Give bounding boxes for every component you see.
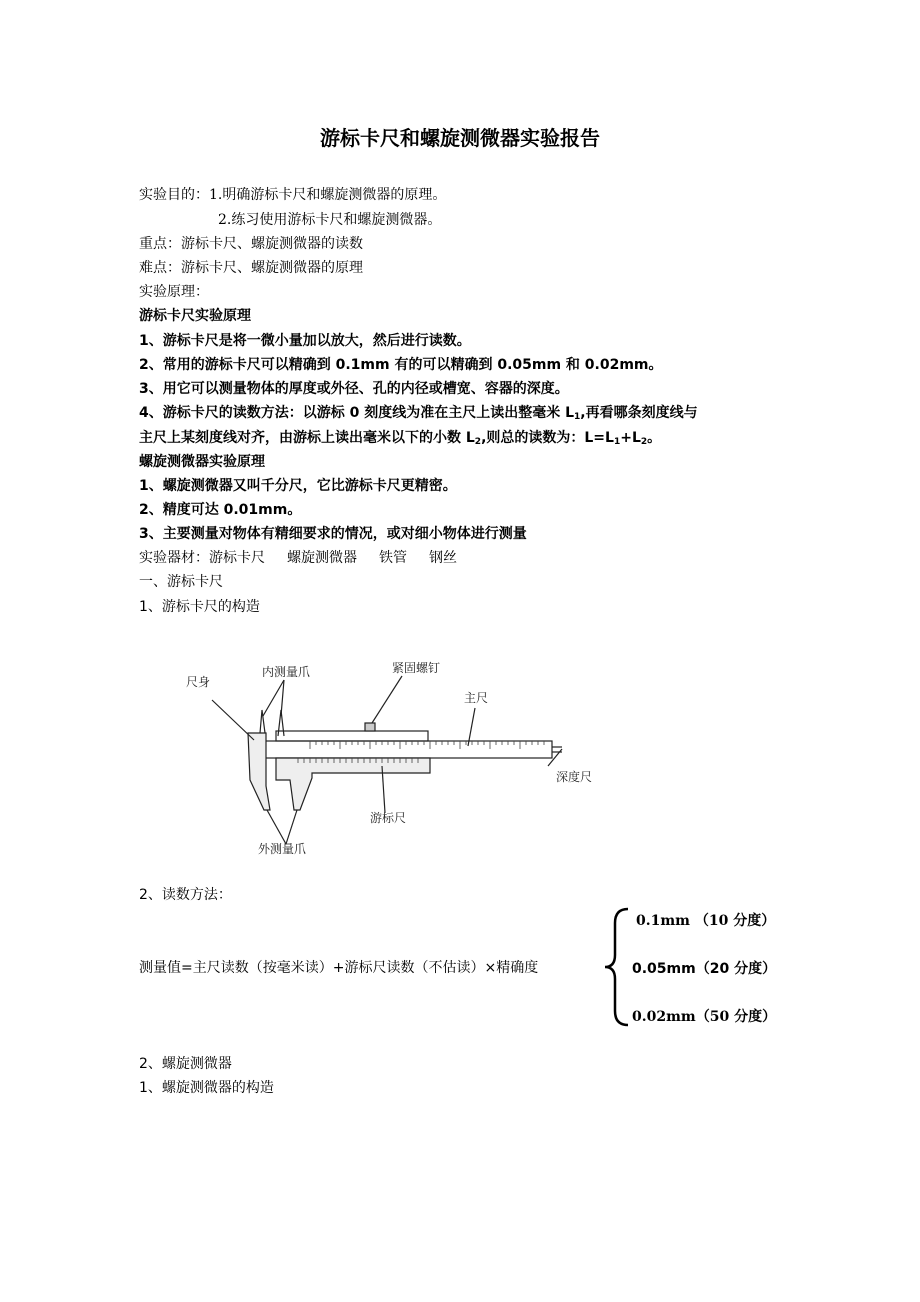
key-point: 重点：游标卡尺、螺旋测微器的读数 (139, 236, 363, 252)
purpose-line-1 (139, 185, 446, 205)
equipment-item: 游标卡尺 (209, 550, 265, 566)
label-main-scale: 主尺 (464, 691, 489, 705)
vernier-principle-4a (139, 403, 698, 423)
reading-formula: 测量值=主尺读数（按毫米读）+游标尺读数（不估读）×精确度 (139, 960, 539, 976)
label-screw: 紧固螺钉 (392, 661, 441, 675)
purpose-item-2: 2.练习使用游标卡尺和螺旋测微器。 (218, 212, 442, 228)
p4a-sub: 1 (574, 412, 581, 422)
p4b-end: 。 (647, 430, 662, 446)
equipment-item: 铁管 (379, 550, 407, 566)
p4b-mid: ,则总的读数为：L=L (481, 430, 614, 446)
vernier-principle-4b (139, 428, 661, 448)
micrometer-principle-1: 1、螺旋测微器又叫千分尺，它比游标卡尺更精密。 (139, 478, 457, 494)
micrometer-principle-3: 3、主要测量对物体有精细要求的情况，或对细小物体进行测量 (139, 526, 527, 542)
p4a-tail: ,再看哪条刻度线与 (580, 405, 698, 421)
precision-option: 0.05mm（20 分度） (632, 961, 777, 977)
main-scale-beam (252, 741, 552, 758)
leader-main (468, 708, 475, 746)
p4b-plus: +L (620, 430, 641, 446)
leader-outer (267, 810, 286, 844)
vernier-principle-2: 2、常用的游标卡尺可以精确到 0.1mm 有的可以精确到 0.05mm 和 0.02mm。 (139, 357, 663, 373)
structure-heading: 1、游标卡尺的构造 (139, 599, 260, 615)
section-2-heading: 2、螺旋测微器 (139, 1056, 232, 1072)
label-depth: 深度尺 (556, 770, 593, 784)
fixed-jaw (248, 733, 270, 810)
purpose-item-1: 1.明确游标卡尺和螺旋测微器的原理。 (209, 187, 447, 203)
reading-heading: 2、读数方法： (139, 887, 232, 903)
equipment-label: 实验器材： (139, 550, 209, 566)
page-title: 游标卡尺和螺旋测微器实验报告 (320, 126, 600, 150)
principle-label: 实验原理： (139, 284, 209, 300)
p4b-pre: 主尺上某刻度线对齐，由游标上读出毫米以下的小数 L (139, 430, 475, 446)
p4b-sub: 2 (474, 437, 482, 447)
vernier-principle-3: 3、用它可以测量物体的厚度或外径、孔的内径或槽宽、容器的深度。 (139, 381, 569, 397)
p4b-sub2: 2 (640, 437, 648, 447)
equipment-item: 螺旋测微器 (287, 550, 357, 566)
leader-screw (372, 676, 402, 723)
difficulty: 难点：游标卡尺、螺旋测微器的原理 (139, 260, 363, 276)
vernier-caliper-diagram (170, 648, 610, 863)
p4b-sub1: 1 (613, 437, 621, 447)
brace (602, 905, 632, 1030)
locking-screw (365, 723, 375, 731)
vernier-slider (276, 758, 430, 810)
equipment-line (139, 548, 457, 568)
vernier-slider-top (276, 731, 428, 741)
micrometer-principle-2: 2、精度可达 0.01mm。 (139, 502, 302, 518)
brace-curve (605, 909, 628, 1025)
vernier-principle-1: 1、游标卡尺是将一微小量加以放大，然后进行读数。 (139, 333, 471, 349)
precision-option: 0.1mm （10 分度） (636, 913, 776, 929)
equipment-item: 钢丝 (429, 550, 457, 566)
label-vernier: 游标尺 (370, 811, 407, 825)
purpose-label: 实验目的： (139, 187, 209, 203)
section-1-heading: 一、游标卡尺 (139, 574, 223, 590)
precision-option: 0.02mm（50 分度） (632, 1009, 777, 1025)
leader-body (212, 700, 254, 740)
label-outer-jaw: 外测量爪 (258, 842, 307, 856)
leader-outer (286, 810, 297, 844)
micrometer-structure-heading: 1、螺旋测微器的构造 (139, 1080, 274, 1096)
label-inner-jaw: 内测量爪 (262, 665, 311, 679)
label-body: 尺身 (186, 675, 211, 689)
vernier-principle-heading: 游标卡尺实验原理 (139, 308, 251, 324)
micrometer-principle-heading: 螺旋测微器实验原理 (139, 454, 265, 470)
p4a-text: 4、游标卡尺的读数方法：以游标 0 刻度线为准在主尺上读出整毫米 L (139, 405, 575, 421)
